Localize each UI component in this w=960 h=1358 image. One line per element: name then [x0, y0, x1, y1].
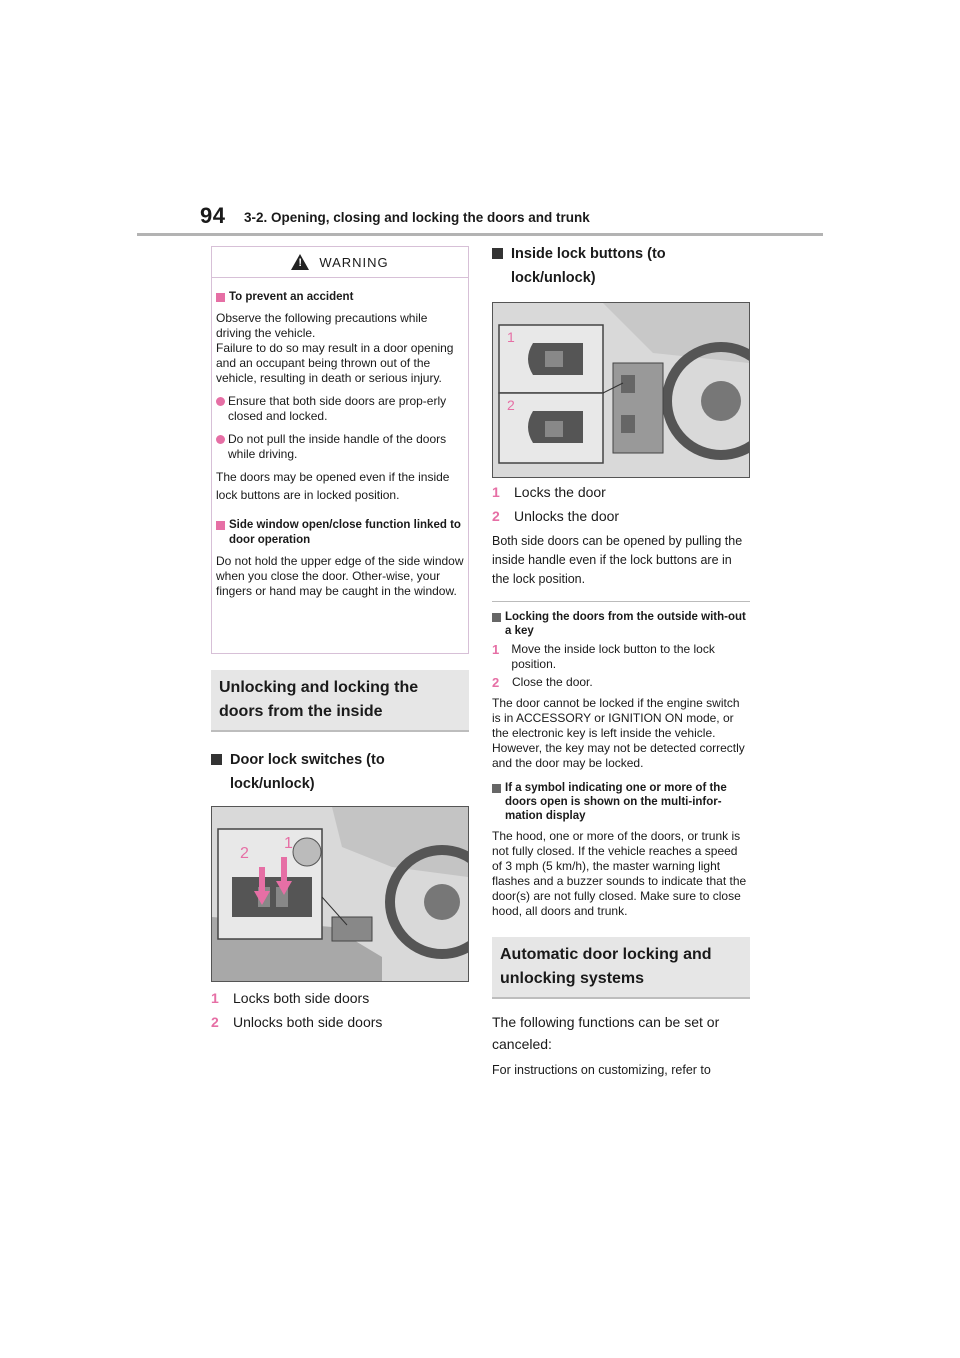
warning-box — [211, 246, 469, 654]
subsection-heading: Door lock switches (to lock/unlock) — [211, 748, 469, 796]
section-title: Automatic door locking and unlocking systems — [500, 946, 712, 987]
square-bullet-icon — [211, 754, 222, 765]
figure-label-1: 1 — [284, 835, 293, 852]
section-title-box — [211, 670, 469, 732]
list-item: 1 Locks the door — [492, 484, 606, 500]
info-text: The door cannot be locked if the engine switch is in ACCESSORY or IGNITION ON mode, or the electronic key is left inside the vehicle. However, the key may not be detected correctly and the door may be locked. — [492, 696, 745, 770]
list-item: 1 Locks both side doors — [211, 990, 370, 1006]
info-text: The hood, one or more of the doors, or trunk is not fully closed. If the vehicle reaches a speed of 3 mph (5 km/h), the master warning light flashes and a buzzer sounds to indicate that the door(s) are not fully closed. Make sure to close hood, all doors and trunk. — [492, 829, 747, 918]
warning-title: WARNING — [319, 254, 389, 270]
warning-note: The doors may be opened even if the inside lock buttons are in locked position. — [216, 470, 450, 502]
chapter-title: 3-2. Opening, closing and locking the doors and trunk — [244, 210, 590, 225]
square-bullet-icon — [216, 521, 225, 530]
square-bullet-icon — [492, 248, 503, 259]
warning-section-heading: Side window open/close function linked to door operation — [216, 518, 464, 548]
body-note: For instructions on customizing, refer to — [492, 1063, 711, 1077]
square-bullet-icon — [492, 784, 501, 793]
header-rule — [137, 233, 823, 236]
list-item: 2 Unlocks the door — [492, 508, 620, 524]
page-header — [200, 203, 822, 235]
warning-bullet: Ensure that both side doors are prop-erly closed and locked. — [216, 394, 464, 424]
right-column — [492, 246, 750, 1080]
round-bullet-icon — [216, 397, 225, 406]
left-column — [211, 246, 469, 1036]
list-item: 2 Unlocks both side doors — [211, 1014, 383, 1030]
warning-text: Observe the following precautions while driving the vehicle. Failure to do so may result in a door opening and an occupant being thrown out of the vehicle, resulting in death or serious injury. — [216, 311, 454, 385]
list-item: 1 Move the inside lock button to the lock position. — [492, 642, 715, 671]
figure-label-2: 2 — [507, 397, 515, 413]
warning-bullet: Do not pull the inside handle of the doors while driving. — [216, 432, 464, 462]
inside-lock-button-figure — [492, 302, 750, 478]
list-item: 2 Close the door. — [492, 675, 593, 690]
body-text: The following functions can be set or canceled: — [492, 1014, 720, 1052]
warning-text: Do not hold the upper edge of the side window when you close the door. Other-wise, your fingers or hand may be caught in the window. — [216, 554, 464, 598]
subsection-heading: Inside lock buttons (to lock/unlock) — [492, 242, 750, 290]
square-bullet-icon — [216, 293, 225, 302]
note-text: Both side doors can be opened by pulling the inside handle even if the lock buttons are in the lock position. — [492, 534, 743, 586]
info-heading: If a symbol indicating one or more of the doors open is shown on the multi-infor-mation display — [492, 781, 750, 823]
warning-section-heading: To prevent an accident — [216, 290, 464, 305]
door-switch-illustration — [212, 807, 468, 981]
figure-label-1: 1 — [507, 329, 515, 345]
door-lock-switch-figure — [211, 806, 469, 982]
page-number: 94 — [200, 203, 226, 228]
warning-header — [212, 247, 468, 278]
square-bullet-icon — [492, 613, 501, 622]
info-heading: Locking the doors from the outside with-out a key — [492, 610, 750, 638]
inside-lock-illustration — [493, 303, 749, 477]
section-title: Unlocking and locking the doors from the inside — [219, 679, 419, 720]
section-title-box — [492, 937, 750, 999]
divider — [492, 601, 750, 602]
warning-triangle-icon — [291, 254, 309, 270]
round-bullet-icon — [216, 435, 225, 444]
figure-label-2: 2 — [240, 845, 249, 862]
